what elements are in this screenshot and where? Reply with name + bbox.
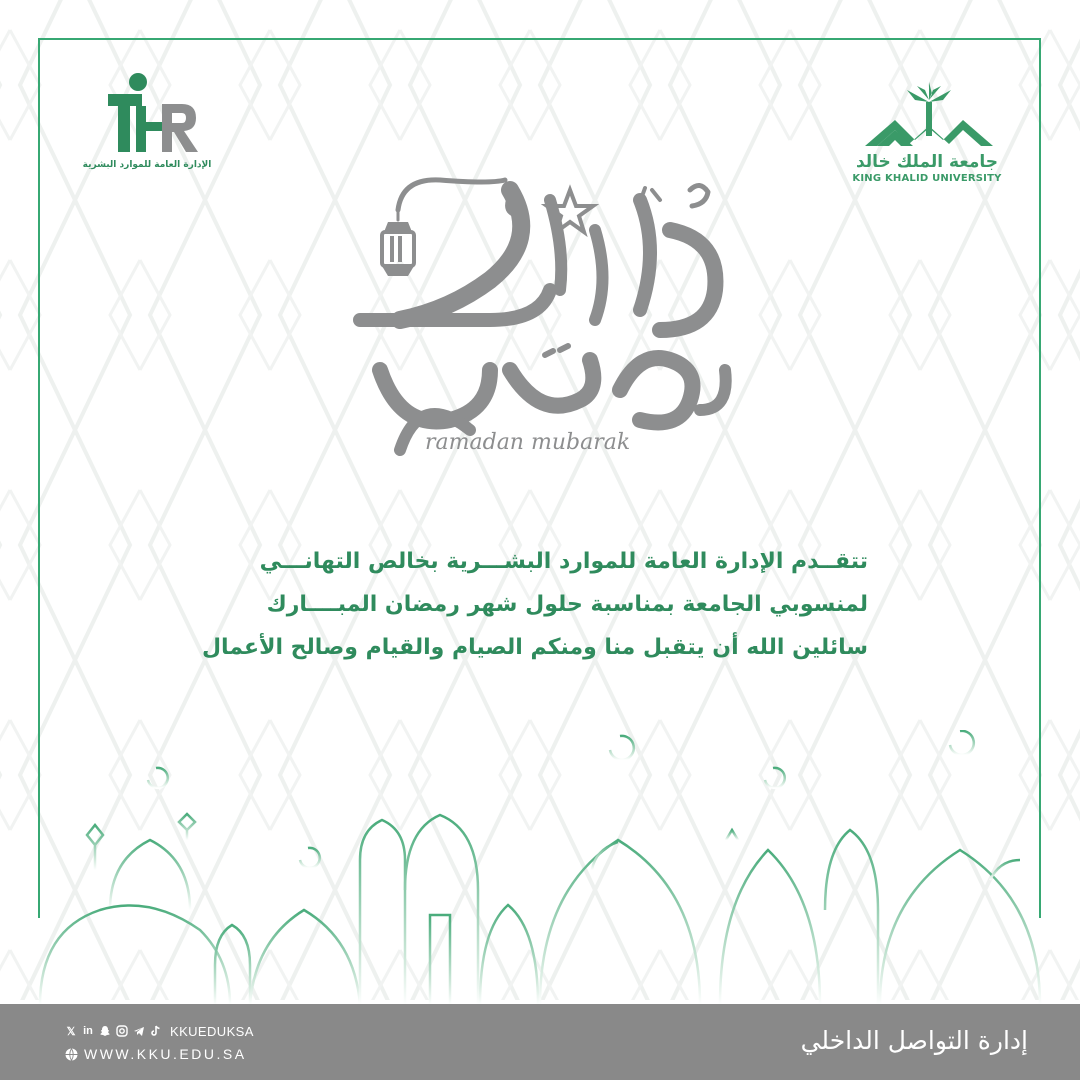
tiktok-icon[interactable]	[149, 1024, 163, 1038]
snapchat-icon[interactable]	[98, 1024, 112, 1038]
kku-name-arabic: جامعة الملك خالد	[855, 152, 999, 172]
x-icon[interactable]: 𝕏	[66, 1025, 76, 1038]
website-link[interactable]: WWW.KKU.EDU.SA	[84, 1046, 247, 1062]
calligraphy-latin: ramadan mubarak	[425, 430, 631, 455]
linkedin-icon[interactable]: in	[83, 1025, 93, 1037]
department-name: إدارة التواصل الداخلي	[800, 1026, 1028, 1055]
globe-icon	[64, 1047, 78, 1061]
hr-caption: الإدارة العامة للموارد البشرية	[82, 160, 212, 170]
ramadan-mubarak-calligraphy	[340, 170, 740, 470]
website-row	[64, 1045, 247, 1063]
social-links	[64, 1022, 254, 1040]
social-handle[interactable]: KKUEDUKSA	[170, 1023, 254, 1039]
greeting-message	[200, 540, 868, 669]
message-line: تتقــدم الإدارة العامة للموارد البشـــرية بخالص التهانـــي	[259, 549, 868, 574]
telegram-icon[interactable]	[132, 1024, 146, 1038]
kku-name-english: KING KHALID UNIVERSITY	[852, 173, 1002, 184]
instagram-icon[interactable]	[115, 1024, 129, 1038]
message-line: لمنسوبي الجامعة بمناسبة حلول شهر رمضان المبــــارك	[266, 592, 868, 617]
mosque-silhouettes	[0, 730, 1080, 1005]
message-line: سائلين الله أن يتقبل منا ومنكم الصيام والقيام وصالح الأعمال	[201, 635, 868, 660]
footer-bar	[0, 1004, 1080, 1080]
